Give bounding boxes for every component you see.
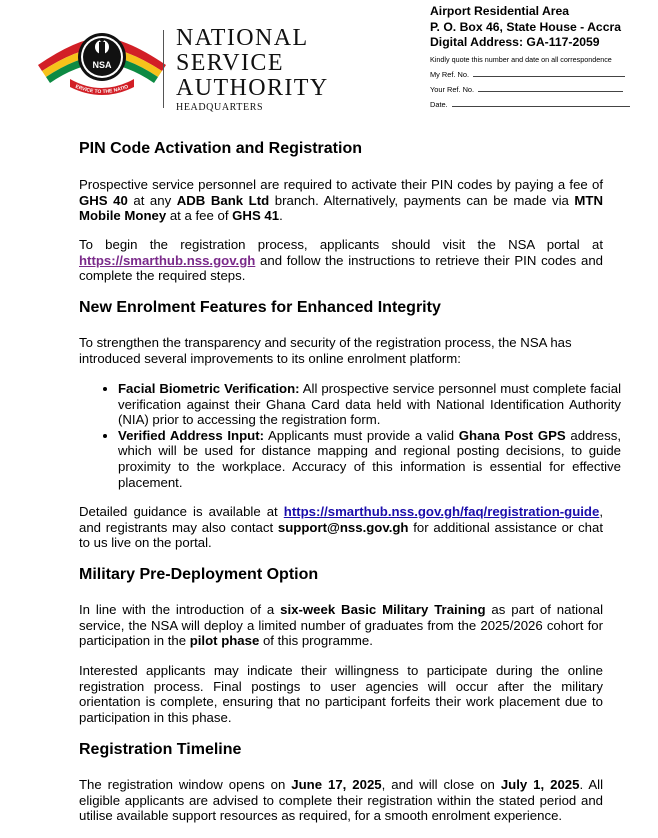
text: of this programme.	[259, 633, 373, 649]
ref-line	[452, 105, 630, 107]
text: for additional assistance or chat to us live on the portal.	[79, 519, 603, 551]
org-subtitle: HEADQUARTERS	[176, 102, 264, 113]
section-heading: New Enrolment Features for Enhanced Integrity	[79, 299, 441, 316]
feature-list	[100, 381, 621, 490]
address-line: Digital Address: GA-117-2059	[430, 35, 600, 49]
paragraph: To strengthen the transparency and security of the registration process, the NSA has introduced several improvements to its online enrolment platform:	[79, 335, 572, 366]
org-name-line: SERVICE	[176, 50, 284, 76]
paragraph	[79, 237, 603, 284]
text: Detailed guidance is available at	[79, 504, 284, 519]
text: as part of national service, the NSA will deploy a limited number of graduates from the 2025/2026 cohort for participation in the	[79, 602, 604, 649]
ref-field	[430, 85, 655, 94]
paragraph: Interested applicants may indicate their willingness to participate during the online registration process. Final postings to user agencies will occur after the military orientation is complete, ensuring that no participant forfeits their work placement due to participation in this phase.	[79, 663, 603, 725]
paragraph	[79, 504, 603, 551]
text: and follow the instructions to retrieve their PIN codes and complete the required steps.	[79, 252, 603, 284]
text: at any	[127, 192, 177, 208]
text: at a fee of	[166, 208, 233, 224]
ref-line	[473, 75, 625, 77]
ref-field	[430, 70, 655, 79]
feature-title: Verified Address Input:	[118, 427, 264, 443]
feature-title: Facial Biometric Verification:	[118, 381, 300, 396]
payment-method: MTN Mobile Money	[79, 192, 603, 224]
portal-link[interactable]: https://smarthub.nss.gov.gh	[79, 252, 256, 268]
org-name	[176, 26, 329, 113]
paragraph	[79, 602, 603, 649]
support-email[interactable]: support@nss.gov.gh	[277, 519, 409, 535]
section-heading: Military Pre-Deployment Option	[79, 566, 319, 583]
text: address, which will be used for distance mapping and regional posting decisions, to guide proximity to the workplace. Accuracy of this information is essential for effective placement.	[118, 427, 621, 490]
quote-note: Kindly quote this number and date on all correspondence	[430, 54, 612, 64]
org-name-line: NATIONAL	[176, 25, 309, 51]
ref-label: Date.	[430, 99, 448, 109]
paragraph	[79, 777, 603, 824]
text: Prospective service personnel are required to activate their PIN codes by paying a fee of	[79, 177, 603, 192]
guide-link[interactable]: https://smarthub.nss.gov.gh/faq/registration-guide	[283, 504, 600, 519]
section-heading: PIN Code Activation and Registration	[79, 140, 362, 157]
address-block	[430, 4, 655, 109]
text: , and will close on	[381, 777, 501, 792]
text: The registration window opens on	[79, 777, 292, 792]
svg-text:NSA: NSA	[92, 60, 112, 70]
text: In line with the introduction of a	[79, 602, 281, 617]
list-item	[118, 428, 621, 490]
address-line: P. O. Box 46, State House - Accra	[430, 19, 622, 34]
pilot-term: pilot phase	[189, 633, 260, 649]
training-term: six-week Basic Military Training	[280, 602, 486, 617]
header-divider	[163, 30, 164, 108]
gps-term: Ghana Post GPS	[458, 427, 566, 443]
text: Applicants must provide a valid	[264, 427, 459, 443]
text: . All eligible applicants are advised to complete their registration within the stated period and utilise available support resources as required, for a smooth enrolment experience.	[79, 777, 603, 824]
paragraph	[79, 177, 603, 224]
section-heading: Registration Timeline	[79, 741, 242, 758]
ref-field	[430, 100, 655, 109]
text: , and registrants may also contact	[79, 504, 603, 535]
fee: GHS 40	[79, 192, 128, 208]
ref-label: My Ref. No.	[430, 69, 470, 79]
text: branch. Alternatively, payments can be made via	[269, 192, 575, 208]
address-line: Airport Residential Area	[430, 4, 570, 18]
org-name-line: AUTHORITY	[176, 75, 329, 101]
close-date: July 1, 2025	[500, 777, 580, 792]
text: .	[279, 208, 283, 224]
list-item	[118, 381, 621, 428]
ref-line	[478, 90, 623, 92]
fee: GHS 41	[232, 208, 280, 224]
ref-label: Your Ref. No.	[430, 84, 475, 94]
text: All prospective service personnel must complete facial verification against their Ghana Card data held with National Identification Authority (NIA) prior to accessing the registration form.	[118, 381, 621, 428]
nsa-logo	[36, 27, 168, 99]
open-date: June 17, 2025	[291, 777, 382, 792]
bank-name: ADB Bank Ltd	[176, 192, 270, 208]
text: To begin the registration process, applicants should visit the NSA portal at	[79, 237, 603, 252]
svg-text:SERVICE TO THE NATION: ERVICE TO THE NATIO	[74, 83, 130, 96]
